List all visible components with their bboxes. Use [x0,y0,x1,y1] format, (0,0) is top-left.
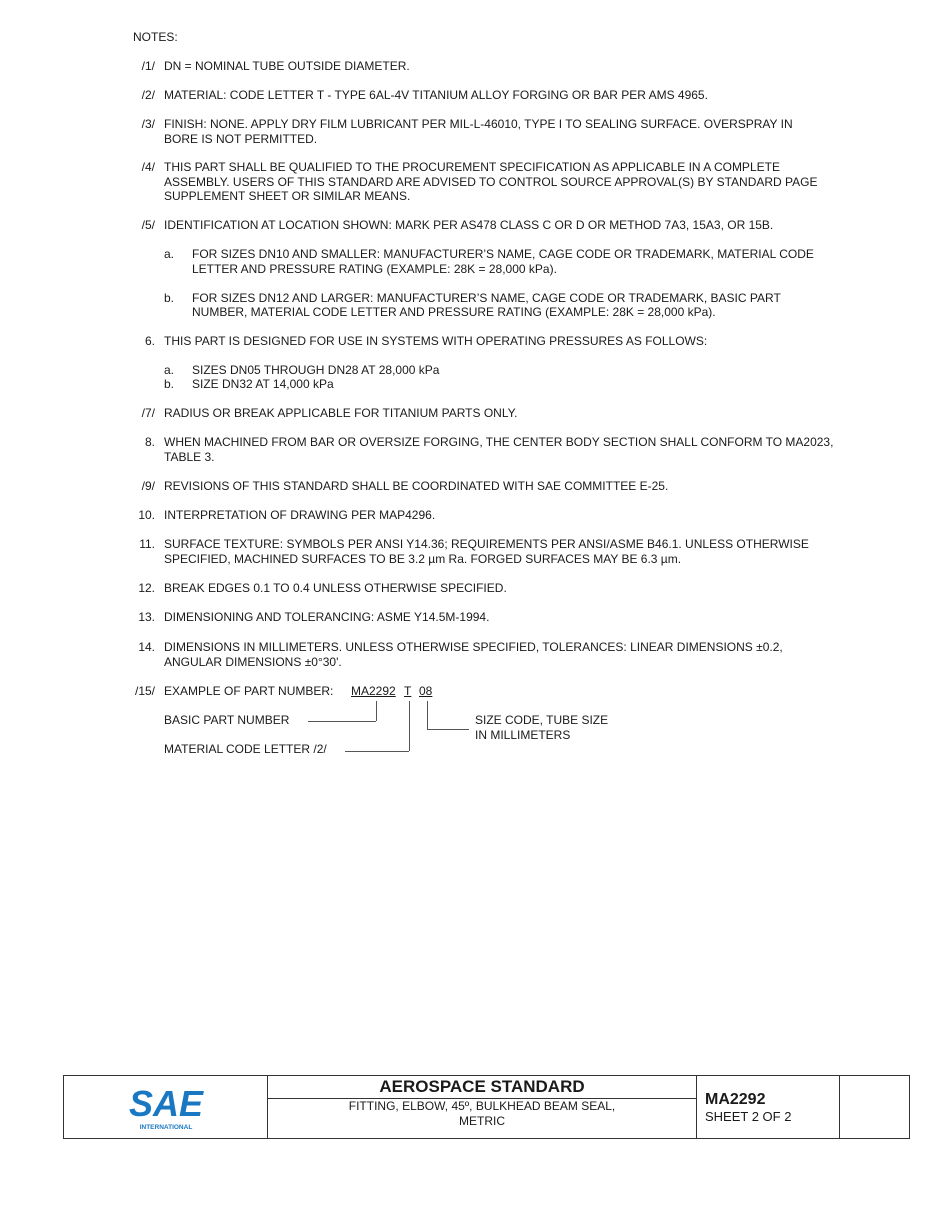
logo-text: SAE [128,1083,204,1124]
note-number: 14. [138,640,155,654]
label-size-code: SIZE CODE, TUBE SIZE [475,713,609,727]
sub-item-text: SIZE DN32 AT 14,000 kPa [192,377,334,391]
note-text: FINISH: NONE. APPLY DRY FILM LUBRICANT PER MIL-L-46010, TYPE I TO SEALING SURFACE. OVERSPRAY IN [164,117,793,131]
sub-item-text: SIZES DN05 THROUGH DN28 AT 28,000 kPa [192,363,440,377]
document-number: MA2292 [705,1091,766,1108]
note-number: /9/ [141,479,155,493]
note-number: 12. [138,581,155,595]
note-text: THIS PART IS DESIGNED FOR USE IN SYSTEMS WITH OPERATING PRESSURES AS FOLLOWS: [164,334,708,348]
note-text: SPECIFIED, MACHINED SURFACES TO BE 3.2 µm Ra. FORGED SURFACES MAY BE 6.3 µm. [164,552,682,566]
document-title [268,1099,696,1129]
document-title-line2: METRIC [459,1114,505,1128]
leader-line [345,751,409,752]
note-text: EXAMPLE OF PART NUMBER: [164,684,334,698]
revision-cell [840,1076,909,1138]
part-basic-number: MA2292 [351,684,396,698]
sub-item-letter: a. [164,363,175,377]
sub-item-text: FOR SIZES DN10 AND SMALLER: MANUFACTURER’S NAME, CAGE CODE OR TRADEMARK, MATERIAL CODE [192,247,814,261]
note-text: BREAK EDGES 0.1 TO 0.4 UNLESS OTHERWISE SPECIFIED. [164,581,507,595]
note-text: RADIUS OR BREAK APPLICABLE FOR TITANIUM PARTS ONLY. [164,406,518,420]
note-text: ANGULAR DIMENSIONS ±0°30'. [164,655,342,669]
note-text: MATERIAL: CODE LETTER T - TYPE 6AL-4V TITANIUM ALLOY FORGING OR BAR PER AMS 4965. [164,88,708,102]
sub-item-text: NUMBER, MATERIAL CODE LETTER AND PRESSURE RATING (EXAMPLE: 28K = 28,000 kPa). [192,305,716,319]
note-text: SUPPLEMENT SHEET OR SIMILAR MEANS. [164,189,411,203]
label-material-code-letter: MATERIAL CODE LETTER /2/ [164,742,327,756]
note-text: TABLE 3. [164,450,215,464]
note-text: ASSEMBLY. USERS OF THIS STANDARD ARE ADVISED TO CONTROL SOURCE APPROVAL(S) BY STANDARD PAGE [164,175,818,189]
note-text: BORE IS NOT PERMITTED. [164,132,318,146]
sub-item-text: LETTER AND PRESSURE RATING (EXAMPLE: 28K = 28,000 kPa). [192,262,557,276]
label-basic-part-number: BASIC PART NUMBER [164,713,290,727]
note-number: /7/ [141,406,155,420]
note-text: REVISIONS OF THIS STANDARD SHALL BE COORDINATED WITH SAE COMMITTEE E-25. [164,479,669,493]
note-text: IDENTIFICATION AT LOCATION SHOWN: MARK PER AS478 CLASS C OR D OR METHOD 7A3, 15A3, OR 15B. [164,218,774,232]
note-number: 13. [138,610,155,624]
note-number: /5/ [141,218,155,232]
leader-line [376,701,377,721]
standard-heading: AEROSPACE STANDARD [268,1076,696,1099]
part-size-code: 08 [419,684,433,698]
document-title-line1: FITTING, ELBOW, 45º, BULKHEAD BEAM SEAL, [348,1099,616,1113]
note-number: 11. [139,537,155,551]
label-size-code-line2: IN MILLIMETERS [475,728,571,742]
leader-line [409,701,410,751]
title-block [63,1075,910,1139]
notes-heading: NOTES: [133,30,178,44]
leader-line [427,701,428,729]
note-number: /1/ [141,59,155,73]
note-number: 8. [144,435,155,449]
note-number: /4/ [141,160,155,174]
note-number: /3/ [141,117,155,131]
note-text: WHEN MACHINED FROM BAR OR OVERSIZE FORGING, THE CENTER BODY SECTION SHALL CONFORM TO MA2023, [164,435,834,449]
note-text: DIMENSIONING AND TOLERANCING: ASME Y14.5M-1994. [164,610,490,624]
sae-logo-icon [121,1083,211,1133]
note-number: 6. [144,334,155,348]
note-number: /15/ [134,684,155,698]
note-text: INTERPRETATION OF DRAWING PER MAP4296. [164,508,436,522]
note-text: THIS PART SHALL BE QUALIFIED TO THE PROCUREMENT SPECIFICATION AS APPLICABLE IN A COMPLETE [164,160,780,174]
leader-line [308,721,376,722]
note-text: DN = NOMINAL TUBE OUTSIDE DIAMETER. [164,59,410,73]
title-cell [268,1076,697,1138]
note-number: /2/ [141,88,155,102]
part-material-letter: T [404,684,412,698]
note-text: SURFACE TEXTURE: SYMBOLS PER ANSI Y14.36; REQUIREMENTS PER ANSI/ASME B46.1. UNLESS OTHERWISE [164,537,809,551]
note-number: 10. [138,508,155,522]
sheet-number: SHEET 2 OF 2 [705,1109,792,1124]
logo-subtext: INTERNATIONAL [139,1124,193,1131]
logo-cell [64,1076,268,1138]
sub-item-text: FOR SIZES DN12 AND LARGER: MANUFACTURER’S NAME, CAGE CODE OR TRADEMARK, BASIC PART [192,291,781,305]
sub-item-letter: b. [164,377,175,391]
note-text: DIMENSIONS IN MILLIMETERS. UNLESS OTHERWISE SPECIFIED, TOLERANCES: LINEAR DIMENSIONS ±0.2, [164,640,783,654]
sub-item-letter: a. [164,247,175,261]
number-cell [697,1076,840,1138]
sub-item-letter: b. [164,291,175,305]
leader-line [427,729,469,730]
